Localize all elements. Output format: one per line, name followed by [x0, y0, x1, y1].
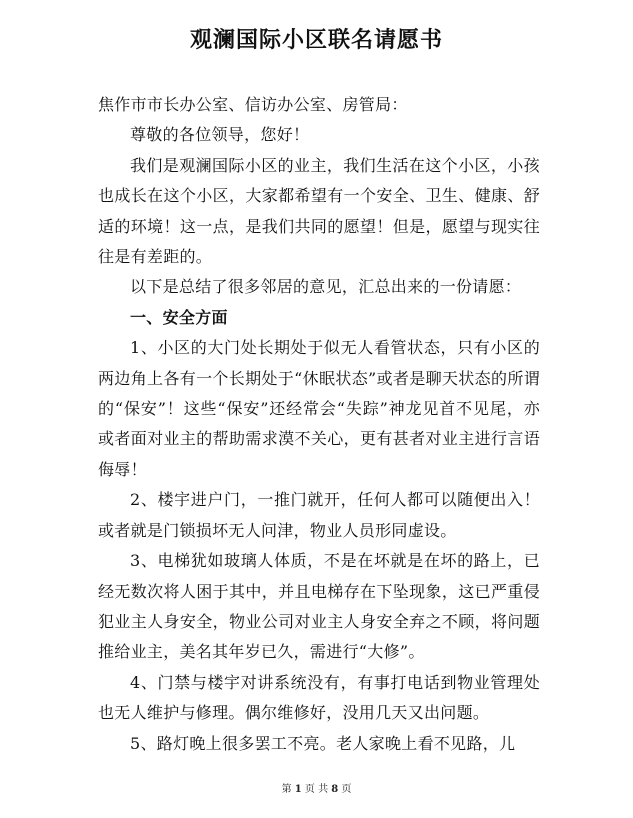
addressee-line: 焦作市市长办公室、信访办公室、房管局：	[98, 95, 408, 114]
petition-item-4: 4、门禁与楼宇对讲系统没有，有事打电话到物业管理处也无人维护与修理。偶尔维修好，没用几天又出问题。	[98, 672, 540, 723]
document-title: 观澜国际小区联名请愿书	[189, 27, 443, 53]
intro-paragraph: 我们是观澜国际小区的业主，我们生活在这个小区，小孩也成长在这个小区，大家都希望有一个安全、卫生、健康、舒适的环境！这一点，是我们共同的愿望！但是，愿望与现实往往是有差距的。	[98, 155, 540, 267]
petition-item-2: 2、楼宇进户门，一推门就开，任何人都可以随便出入！或者就是门锁损坏无人问津，物业人员形同虚设。	[98, 490, 540, 540]
summary-paragraph: 以下是总结了很多邻居的意见，汇总出来的一份请愿：	[130, 277, 522, 297]
petition-item-5: 5、路灯晚上很多罢工不亮。老人家晚上看不见路，儿	[130, 733, 516, 753]
footer-middle: 页 共	[304, 784, 329, 795]
page-footer	[0, 780, 633, 795]
footer-total-pages: 8	[331, 784, 339, 795]
footer-suffix: 页	[341, 784, 352, 795]
greeting-line: 尊敬的各位领导，您好！	[130, 125, 310, 145]
footer-page-number: 1	[294, 784, 302, 795]
petition-item-3: 3、电梯犹如玻璃人体质，不是在坏就是在坏的路上，已经无数次将人困于其中，并且电梯存在下坠现象，这已严重侵犯业主人身安全，物业公司对业主人身安全弃之不顾，将问题推给业主，美名其年岁已久，需进行“大修”。	[98, 551, 540, 662]
petition-item-1: 1、小区的大门处长期处于似无人看管状态，只有小区的两边角上各有一个长期处于“休眠状态”或者是聊天状态的所谓的“保安”！这些“保安”还经常会“失踪”神龙见首不见尾，亦或者面对业主的帮助需求漠不关心，更有甚者对业主进行言语侮辱！	[98, 338, 540, 479]
footer-prefix: 第	[281, 784, 292, 795]
document-body	[98, 90, 540, 759]
section-heading-safety: 一、安全方面	[130, 307, 228, 327]
